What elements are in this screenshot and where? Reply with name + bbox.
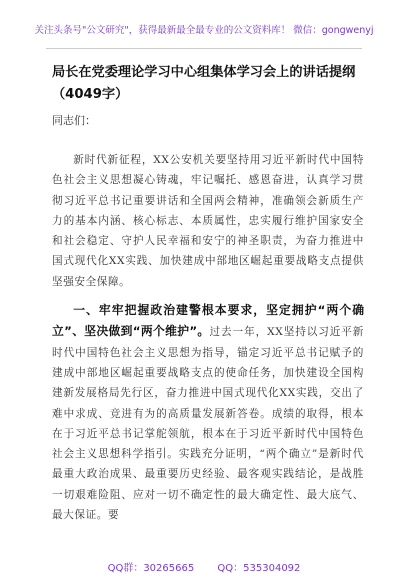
section-body: 过去一年，XX坚持以习近平新时代中国特色社会主义思想为指导，锚定习近平总书记赋予的建成中部地区崛起重要战略支点的使命任务，加快建设全国构建新发展格局先行区，奋力推进中国式现代化XX实践，交出了难中求成、竞进有为的高质量发展新答卷。成绩的取得，根本在于习近平总书记掌舵领航，根本在于习近平新时代中国特色社会主义思想科学指引。实践充分证明，“两个确立”是新时代最重大政治成果、最重要历史经验、最客观实践结论，是战胜一切艰难险阻、应对一切不确定性的最大确定性、最大底气、最大保证。要 bbox=[52, 326, 364, 522]
header-banner: 关注头条号"公文研究"，获得最新最全最专业的公文资料库！ 微信：gongwenyj bbox=[34, 25, 374, 36]
section-heading: 一、牢牢把握政治建警根本要求，坚定拥护“两个确立”、坚决做到“两个维护”。 bbox=[52, 303, 364, 339]
footer-qq: QQ：535304092 bbox=[217, 563, 301, 574]
paragraph-section-one bbox=[52, 300, 364, 525]
document-title: 局长在党委理论学习中心组集体学习会上的讲话提纲（4049字） bbox=[52, 65, 356, 102]
paragraph-intro: 新时代新征程，XX公安机关要坚持用习近平新时代中国特色社会主义思想凝心铸魂，牢记嘱托、感恩奋进，认真学习贯彻习近平总书记重要讲话和全国两会精神，准确领会新质生产力的基本内涵、核心标志、本质属性，忠实履行维护国家安全和社会稳定、守护人民幸福和安宁的神圣职责，为奋力推进中国式现代化XX实践、加快建成中部地区崛起重要战略支点提供坚强安全保障。 bbox=[52, 154, 364, 288]
salutation: 同志们： bbox=[52, 114, 96, 127]
header-divider bbox=[46, 48, 362, 49]
document-body bbox=[52, 150, 364, 533]
footer-qq-group: QQ群：30265665 bbox=[107, 563, 195, 574]
footer bbox=[0, 559, 408, 574]
